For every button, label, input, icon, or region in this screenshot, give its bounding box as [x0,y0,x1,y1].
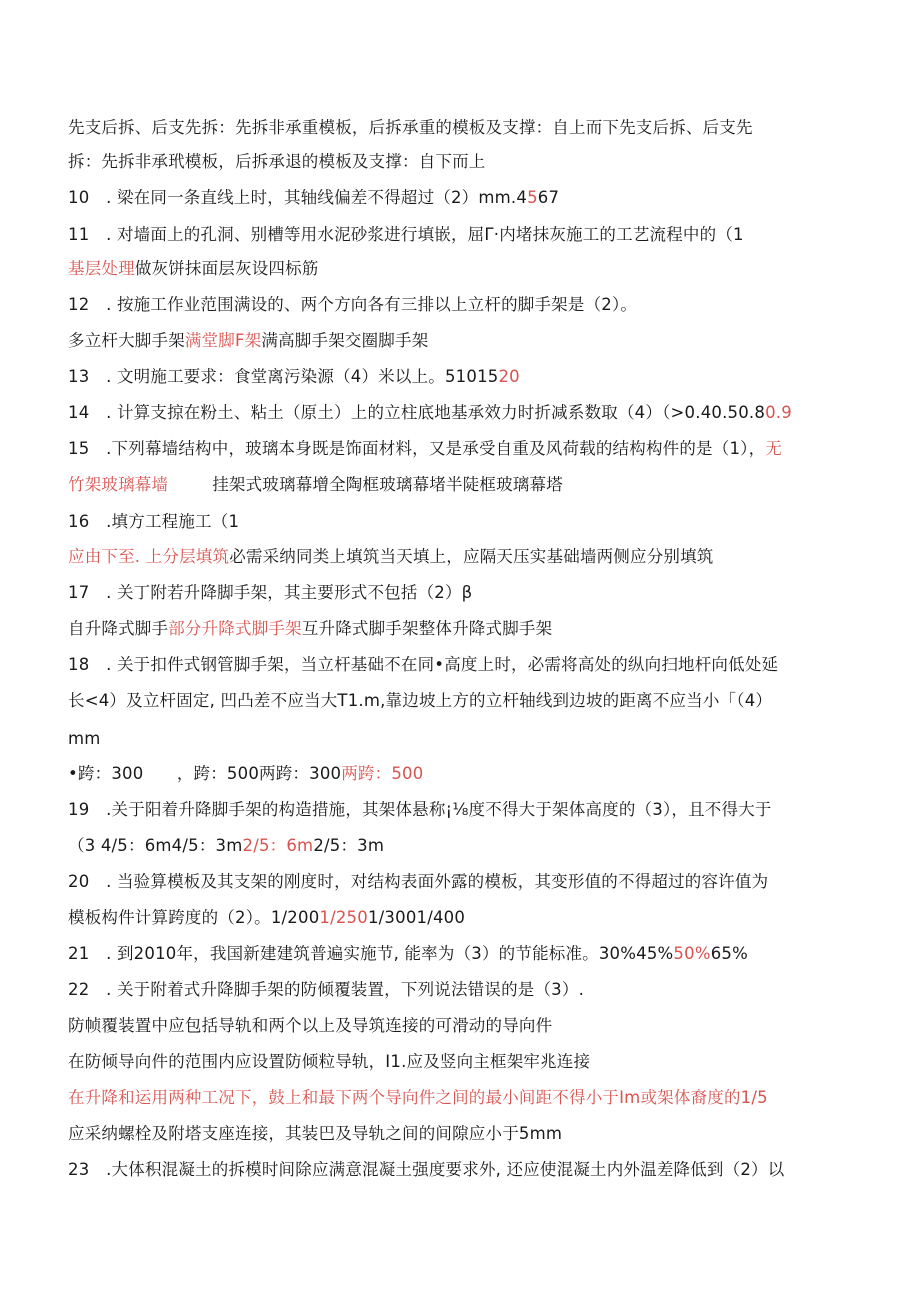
highlighted-answer: 50% [673,944,711,963]
text-line [68,690,858,712]
text-segment: 14 . 计算支掠在粉土、粘土（原土）上的立柱底地基承效力时折减系数取（4）（>0.40.50.8 [68,403,766,422]
text-line [68,546,858,568]
text-segment: •跨：300 ，跨：500两跨：300 [68,764,342,783]
highlighted-answer: 应由下至. 上分层填筑 [68,547,230,566]
text-line [68,871,858,893]
text-line [68,258,858,280]
text-line [68,654,858,676]
text-segment: 20 . 当验算模板及其支架的刚度时，对结构表面外露的模板，其变形值的不得超过的容许值为 [68,872,769,891]
highlighted-answer: 5 [527,188,538,207]
text-segment: 2/5：3m [313,836,385,855]
text-segment: 11 . 对墙面上的孔洞、别槽等用水泥砂浆进行填嵌，屈Γ·内堵抹灰施工的工艺流程中的（1 [68,225,744,244]
highlighted-answer: 部分升降式脚手架 [168,619,302,638]
text-line [68,1015,858,1037]
text-segment: 挂架式玻璃幕增全陶框玻璃幕堵半陡框玻璃幕塔 [212,475,563,494]
text-line [68,294,858,316]
text-segment: 多立杆大脚手架 [68,331,185,350]
text-line [68,187,858,209]
text-line [68,117,858,139]
text-line [68,402,858,424]
text-segment: 18 . 关于扣件式钢管脚手架，当立杆基础不在同•高度上时，必需将高处的纵向扫地杆向低处延 [68,655,779,674]
text-line [68,366,858,388]
text-line [68,511,858,533]
text-segment: 必需采纳同类上填筑当天填上，应隔天压实基础墙两侧应分别填筑 [229,547,714,566]
text-line [68,835,858,857]
text-line [68,763,858,785]
text-line [68,438,858,460]
text-segment: 15 .下列幕墙结构中，玻璃本身既是饰面材料，又是承受自重及风荷载的结构构件的是（1）， [68,439,766,458]
text-segment: 21 . 到2010年，我国新建建筑普遍实施节, 能率为（3）的节能标准。30%45% [68,944,674,963]
text-segment: 满高脚手架交圈脚手架 [261,331,429,350]
text-line [68,1087,858,1109]
text-segment: 在防倾导向件的范围内应设置防倾粒导轨，I1.应及竖向主框架牢兆连接 [68,1052,591,1071]
text-segment: 做灰饼抹面层灰设四标筋 [134,259,319,278]
text-segment: mm [68,729,101,748]
highlighted-answer: 竹架玻璃幕墙 [68,475,169,494]
text-line [68,799,858,821]
text-line [68,1051,858,1073]
text-segment: 19 .关于阳着升降脚手架的构造措施，其架体悬称¡⅛度不得大于架体高度的（3），且不得大于 [68,800,772,819]
highlighted-answer: 1/250 [319,908,368,927]
text-line [68,1123,858,1145]
text-segment: 65% [710,944,748,963]
text-segment: 22 . 关于附着式升降脚手架的防倾覆装置，下列说法错误的是（3）. [68,980,585,999]
text-line [68,943,858,965]
text-segment: 应采纳螺栓及附塔支座连接，其装巴及导轨之间的间隙应小于5mm [68,1124,563,1143]
highlighted-answer: 在升降和运用两种工况下，鼓上和最下两个导向件之间的最小间距不得小于Im或架体裔度的1/5 [68,1088,768,1107]
text-segment: 拆：先拆非承玳模板，后拆承退的模板及支撑：自下而上 [68,152,486,171]
highlighted-answer: 0.9 [765,403,792,422]
highlighted-answer: 两跨：500 [341,764,424,783]
text-line [68,330,858,352]
text-line [68,979,858,1001]
text-segment: 模板构件计算跨度的（2）。1/200 [68,908,320,927]
highlighted-answer: 基层处理 [68,259,135,278]
text-segment: 23 .大体积混凝土的拆模时间除应满意混凝土强度要求外, 还应使混凝土内外温差降低到（2）以 [68,1160,785,1179]
text-line [68,907,858,929]
text-line [68,1159,858,1181]
text-line [68,582,858,604]
text-line [68,151,858,173]
text-segment: 16 .填方工程施工（1 [68,512,240,531]
text-segment: （3 4/5：6m4/5：3m [68,836,243,855]
text-line [68,618,858,640]
highlighted-answer: 无 [765,439,782,458]
text-segment: 17 . 关丁附若升降脚手架，其主要形式不包括（2）β [68,583,473,602]
text-segment: 1/3001/400 [367,908,466,927]
highlighted-answer: 2/5：6m [242,836,314,855]
text-line [68,728,858,750]
text-segment: 12 . 按施工作业范围满设的、两个方向各有三排以上立杆的脚手架是（2）。 [68,295,638,314]
highlighted-answer: 20 [498,367,520,386]
text-segment: 13 . 文明施工要求：食堂离污染源（4）米以上。51015 [68,367,499,386]
text-segment: 长<4）及立杆固定, 凹凸差不应当大T1.m,靠边坡上方的立杆轴线到边坡的距离不应当小「（4） [68,691,773,710]
text-segment: 先支后拆、后支先拆：先拆非承重模板，后拆承重的模板及支撑：自上而下先支后拆、后支先 [68,118,753,137]
text-line [68,474,858,496]
text-segment: 自升降式脚手 [68,619,169,638]
text-line [68,224,858,246]
text-segment: 10 . 梁在同一条直线上时，其轴线偏差不得超过（2）mm.4 [68,188,528,207]
highlighted-answer: 满堂脚F架 [184,331,262,350]
text-segment: 防帧覆装置中应包括导轨和两个以上及导筑连接的可滑动的导向件 [68,1016,553,1035]
text-segment: 67 [537,188,560,207]
text-segment: 互升降式脚手架整体升降式脚手架 [301,619,553,638]
